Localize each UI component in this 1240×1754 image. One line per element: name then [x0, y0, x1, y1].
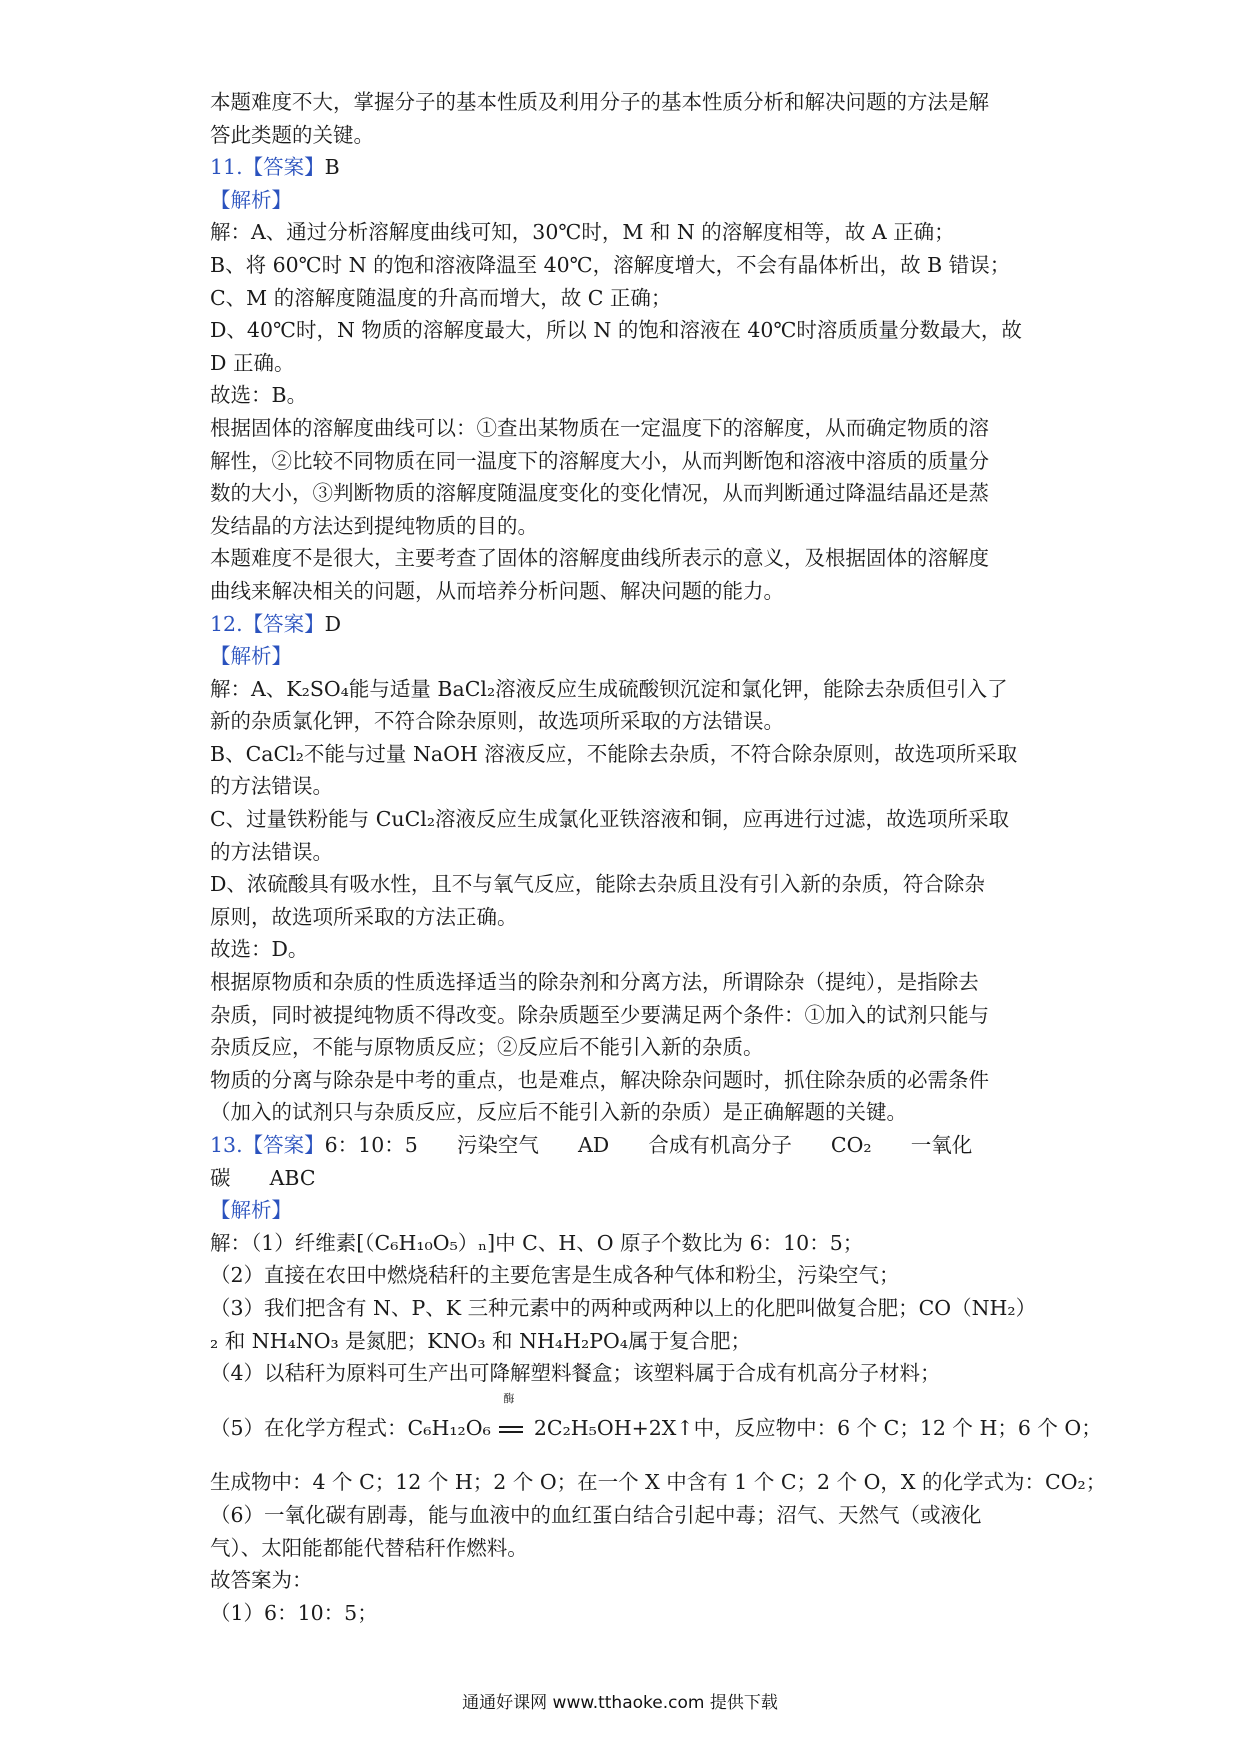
q12-answer-tag: 【答案】: [242, 611, 325, 636]
page-footer: 通通好课网 www.tthaoke.com 提供下载: [462, 1693, 778, 1713]
text-line: D、40℃时，N 物质的溶解度最大，所以 N 的饱和溶液在 40℃时溶质质量分数最大，故: [210, 318, 1022, 343]
equation-left: （5）在化学方程式：C₆H₁₂O₆: [210, 1415, 491, 1440]
text-line: 故选：D。: [210, 937, 309, 962]
text-line: B、将 60℃时 N 的饱和溶液降温至 40℃，溶解度增大，不会有晶体析出，故 B 错误；: [210, 252, 1011, 277]
reaction-arrow: [497, 1392, 527, 1439]
text-line: 根据原物质和杂质的性质选择适当的除杂剂和分离方法，所谓除杂（提纯），是指除去: [210, 970, 979, 995]
text-line: 故选：B。: [210, 383, 308, 408]
text-line: D、浓硫酸具有吸水性，且不与氧气反应，能除去杂质且没有引入新的杂质，符合除杂: [210, 872, 985, 897]
catalyst-label: 酶: [503, 1392, 515, 1406]
text-line: 解：A、K₂SO₄能与适量 BaCl₂溶液反应生成硫酸钡沉淀和氯化钾，能除去杂质但引入了: [210, 676, 1008, 701]
text-line: 本题难度不是很大，主要考查了固体的溶解度曲线所表示的意义，及根据固体的溶解度: [210, 546, 989, 571]
text-line: 原则，故选项所采取的方法正确。: [210, 904, 518, 929]
q13-answer-line: [210, 1129, 1040, 1162]
chemical-equation-line: [210, 1392, 1102, 1445]
q11-answer-tag: 【答案】: [242, 155, 325, 180]
q13-answer-continued: 碳 ABC: [210, 1165, 316, 1190]
document-body: [210, 86, 1107, 1629]
text-line: 发结晶的方法达到提纯物质的目的。: [210, 513, 538, 538]
text-line: 的方法错误。: [210, 774, 333, 799]
text-line: B、CaCl₂不能与过量 NaOH 溶液反应，不能除去杂质，不符合除杂原则，故选项所采取: [210, 741, 1018, 766]
text-line: 根据固体的溶解度曲线可以：①查出某物质在一定温度下的溶解度，从而确定物质的溶: [210, 415, 989, 440]
text-line: ₂ 和 NH₄NO₃ 是氮肥；KNO₃ 和 NH₄H₂PO₄属于复合肥；: [210, 1328, 752, 1353]
text-line: 解：A、通过分析溶解度曲线可知，30℃时，M 和 N 的溶解度相等，故 A 正确；: [210, 220, 955, 245]
text-line: （3）我们把含有 N、P、K 三种元素中的两种或两种以上的化肥叫做复合肥；CO（NH₂）: [210, 1295, 1037, 1320]
text-line: 的方法错误。: [210, 839, 333, 864]
text-line: C、M 的溶解度随温度的升高而增大，故 C 正确；: [210, 285, 672, 310]
q13-number: 13.: [210, 1133, 243, 1157]
text-line: C、过量铁粉能与 CuCl₂溶液反应生成氯化亚铁溶液和铜，应再进行过滤，故选项所采取: [210, 807, 1010, 832]
q12-analysis-tag: 【解析】: [210, 644, 292, 669]
text-line: 解性，②比较不同物质在同一温度下的溶解度大小，从而判断饱和溶液中溶质的质量分: [210, 448, 989, 473]
text-line: 数的大小，③判断物质的溶解度随温度变化的变化情况，从而判断通过降温结晶还是蒸: [210, 481, 989, 506]
q13-answer: 6：10：5 污染空气 AD 合成有机高分子 CO₂ 一氧化: [324, 1133, 973, 1157]
text-line: D 正确。: [210, 350, 295, 375]
q12-number: 12.: [210, 611, 243, 636]
text-line: 物质的分离与除杂是中考的重点，也是难点，解决除杂问题时，抓住除杂质的必需条件: [210, 1067, 989, 1092]
equation-bar-top: [499, 1426, 523, 1427]
text-line: （1）6：10：5；: [210, 1600, 378, 1625]
q11-number: 11.: [210, 155, 243, 180]
text-line: 新的杂质氯化钾，不符合除杂原则，故选项所采取的方法错误。: [210, 709, 784, 734]
q11-analysis-tag: 【解析】: [210, 187, 292, 212]
text-line: （6）一氧化碳有剧毒，能与血液中的血红蛋白结合引起中毒；沼气、天然气（或液化: [210, 1502, 982, 1527]
text-line: 本题难度不大，掌握分子的基本性质及利用分子的基本性质分析和解决问题的方法是解: [210, 90, 989, 114]
text-line: 生成物中：4 个 C；12 个 H；2 个 O；在一个 X 中含有 1 个 C；2 个 O，X 的化学式为：CO₂；: [210, 1470, 1107, 1495]
text-line: 答此类题的关键。: [210, 122, 374, 147]
q13-analysis-tag: 【解析】: [210, 1198, 292, 1223]
equation-right: 2C₂H₅OH+2X↑中，反应物中：6 个 C；12 个 H；6 个 O；: [533, 1415, 1102, 1440]
equation-bar-bottom: [499, 1431, 523, 1432]
text-line: 解：（1）纤维素[（C₆H₁₀O₅）ₙ]中 C、H、O 原子个数比为 6：10：5；: [210, 1230, 864, 1255]
q12-answer: D: [324, 611, 342, 636]
text-line: 杂质，同时被提纯物质不得改变。除杂质题至少要满足两个条件：①加入的试剂只能与: [210, 1002, 989, 1027]
text-line: 故答案为：: [210, 1568, 313, 1593]
text-line: （2）直接在农田中燃烧秸秆的主要危害是生成各种气体和粉尘，污染空气；: [210, 1263, 900, 1288]
text-line: （4）以秸秆为原料可生产出可降解塑料餐盒；该塑料属于合成有机高分子材料；: [210, 1361, 941, 1386]
text-line: 曲线来解决相关的问题，从而培养分析问题、解决问题的能力。: [210, 578, 784, 603]
text-line: 气）、太阳能都能代替秸秆作燃料。: [210, 1535, 528, 1560]
q11-answer: B: [324, 155, 340, 180]
q13-answer-tag: 【答案】: [242, 1133, 325, 1157]
q11-answer-line: [210, 151, 1040, 184]
text-line: 杂质反应，不能与原物质反应；②反应后不能引入新的杂质。: [210, 1035, 764, 1060]
q12-answer-line: [210, 608, 1040, 641]
text-line: （加入的试剂只与杂质反应，反应后不能引入新的杂质）是正确解题的关键。: [210, 1100, 907, 1125]
